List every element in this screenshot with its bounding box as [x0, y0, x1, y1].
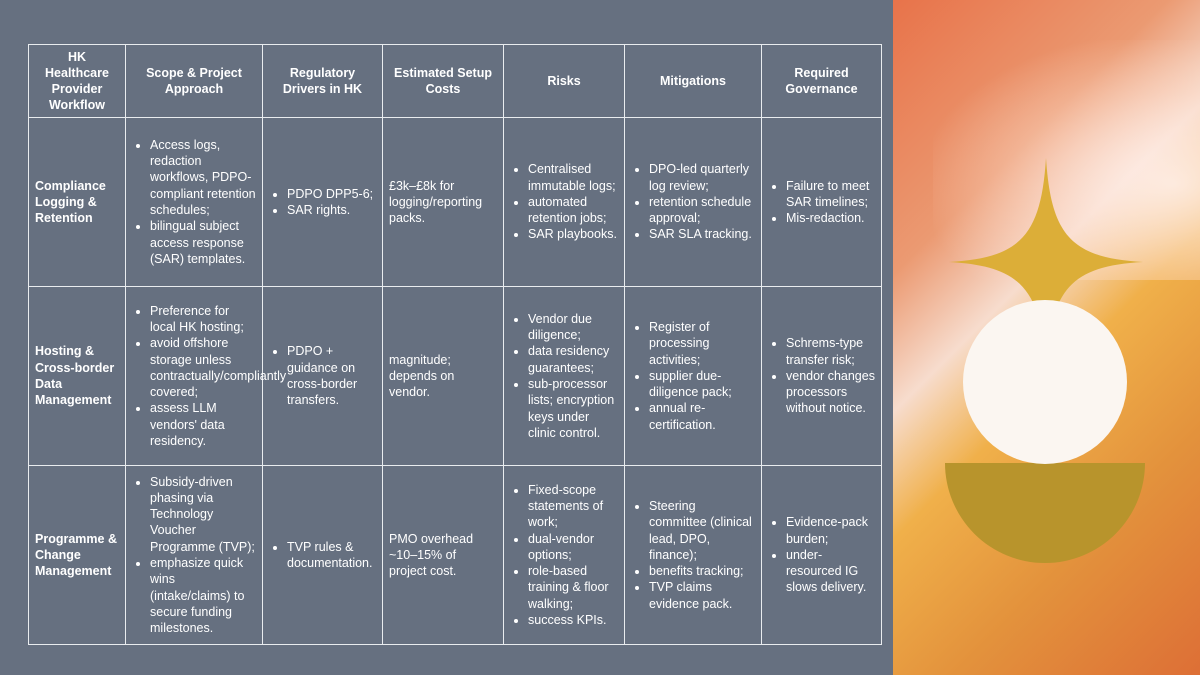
list-item: • retention schedule approval; — [649, 194, 755, 227]
workflow-table — [28, 44, 882, 645]
decorative-graphic — [893, 0, 1200, 675]
list-item: • Subsidy-driven phasing via Technology Voucher Programme (TVP); — [150, 474, 256, 555]
list-item: • vendor changes processors without notice. — [786, 368, 875, 417]
scope-cell — [126, 466, 263, 645]
list-item: • Preference for local HK hosting; — [150, 303, 256, 336]
decorative-panel — [893, 0, 1200, 675]
workflow-cell: Compliance Logging & Retention — [29, 118, 126, 287]
list-item: • avoid offshore storage unless contractually/compliantly covered; — [150, 335, 256, 400]
list-item: • dual-vendor options; — [528, 531, 618, 564]
table-row — [29, 466, 882, 645]
list-item: • Fixed-scope statements of work; — [528, 482, 618, 531]
list-item: • role-based training & floor walking; — [528, 563, 618, 612]
header-mitigations: Mitigations — [625, 45, 762, 118]
header-row — [29, 45, 882, 118]
list-item: • Mis-redaction. — [786, 210, 875, 226]
costs-cell: magnitude; depends on vendor. — [383, 287, 504, 466]
header-governance: Required Governance — [762, 45, 882, 118]
list-item: • emphasize quick wins (intake/claims) to secure funding milestones. — [150, 555, 256, 636]
list-item: • Evidence-pack burden; — [786, 514, 875, 547]
risks-cell — [504, 466, 625, 645]
costs-cell: PMO overhead ~10–15% of project cost. — [383, 466, 504, 645]
risks-cell — [504, 287, 625, 466]
list-item: • Schrems-type transfer risk; — [786, 335, 875, 368]
governance-cell — [762, 466, 882, 645]
circle-shape — [963, 300, 1127, 464]
list-item: • PDPO + guidance on cross-border transfers. — [287, 343, 376, 408]
list-item: • success KPIs. — [528, 612, 618, 628]
scope-cell — [126, 118, 263, 287]
list-item: • Access logs, redaction workflows, PDPO-compliant retention schedules; — [150, 137, 256, 218]
header-costs: Estimated Setup Costs — [383, 45, 504, 118]
workflow-cell: Programme & Change Management — [29, 466, 126, 645]
header-scope: Scope & Project Approach — [126, 45, 263, 118]
header-drivers: Regulatory Drivers in HK — [263, 45, 383, 118]
list-item: • Register of processing activities; — [649, 319, 755, 368]
list-item: • annual re-certification. — [649, 400, 755, 433]
list-item: • assess LLM vendors' data residency. — [150, 400, 256, 449]
list-item: • supplier due-diligence pack; — [649, 368, 755, 401]
workflow-cell: Hosting & Cross-border Data Management — [29, 287, 126, 466]
list-item: • automated retention jobs; — [528, 194, 618, 227]
header-workflow: HK Healthcare Provider Workflow — [29, 45, 126, 118]
list-item: • under-resourced IG slows delivery. — [786, 547, 875, 596]
list-item: • SAR SLA tracking. — [649, 226, 755, 242]
list-item: • Failure to meet SAR timelines; — [786, 178, 875, 211]
governance-cell — [762, 287, 882, 466]
list-item: • benefits tracking; — [649, 563, 755, 579]
list-item: • Centralised immutable logs; — [528, 161, 618, 194]
mitigations-cell — [625, 118, 762, 287]
half-circle-shape — [945, 463, 1145, 563]
drivers-cell — [263, 118, 383, 287]
table-row — [29, 118, 882, 287]
list-item: • TVP claims evidence pack. — [649, 579, 755, 612]
mitigations-cell — [625, 287, 762, 466]
mitigations-cell — [625, 466, 762, 645]
list-item: • data residency guarantees; — [528, 343, 618, 376]
list-item: • SAR playbooks. — [528, 226, 618, 242]
list-item: • TVP rules & documentation. — [287, 539, 376, 572]
list-item: • SAR rights. — [287, 202, 376, 218]
table-row — [29, 287, 882, 466]
list-item: • Vendor due diligence; — [528, 311, 618, 344]
header-risks: Risks — [504, 45, 625, 118]
list-item: • bilingual subject access response (SAR) templates. — [150, 218, 256, 267]
costs-cell: £3k–£8k for logging/reporting packs. — [383, 118, 504, 287]
list-item: • sub-processor lists; encryption keys under clinic control. — [528, 376, 618, 441]
governance-cell — [762, 118, 882, 287]
list-item: • DPO-led quarterly log review; — [649, 161, 755, 194]
scope-cell — [126, 287, 287, 466]
risks-cell — [504, 118, 625, 287]
list-item: • Steering committee (clinical lead, DPO, finance); — [649, 498, 755, 563]
drivers-cell — [263, 466, 383, 645]
list-item: • PDPO DPP5-6; — [287, 186, 376, 202]
